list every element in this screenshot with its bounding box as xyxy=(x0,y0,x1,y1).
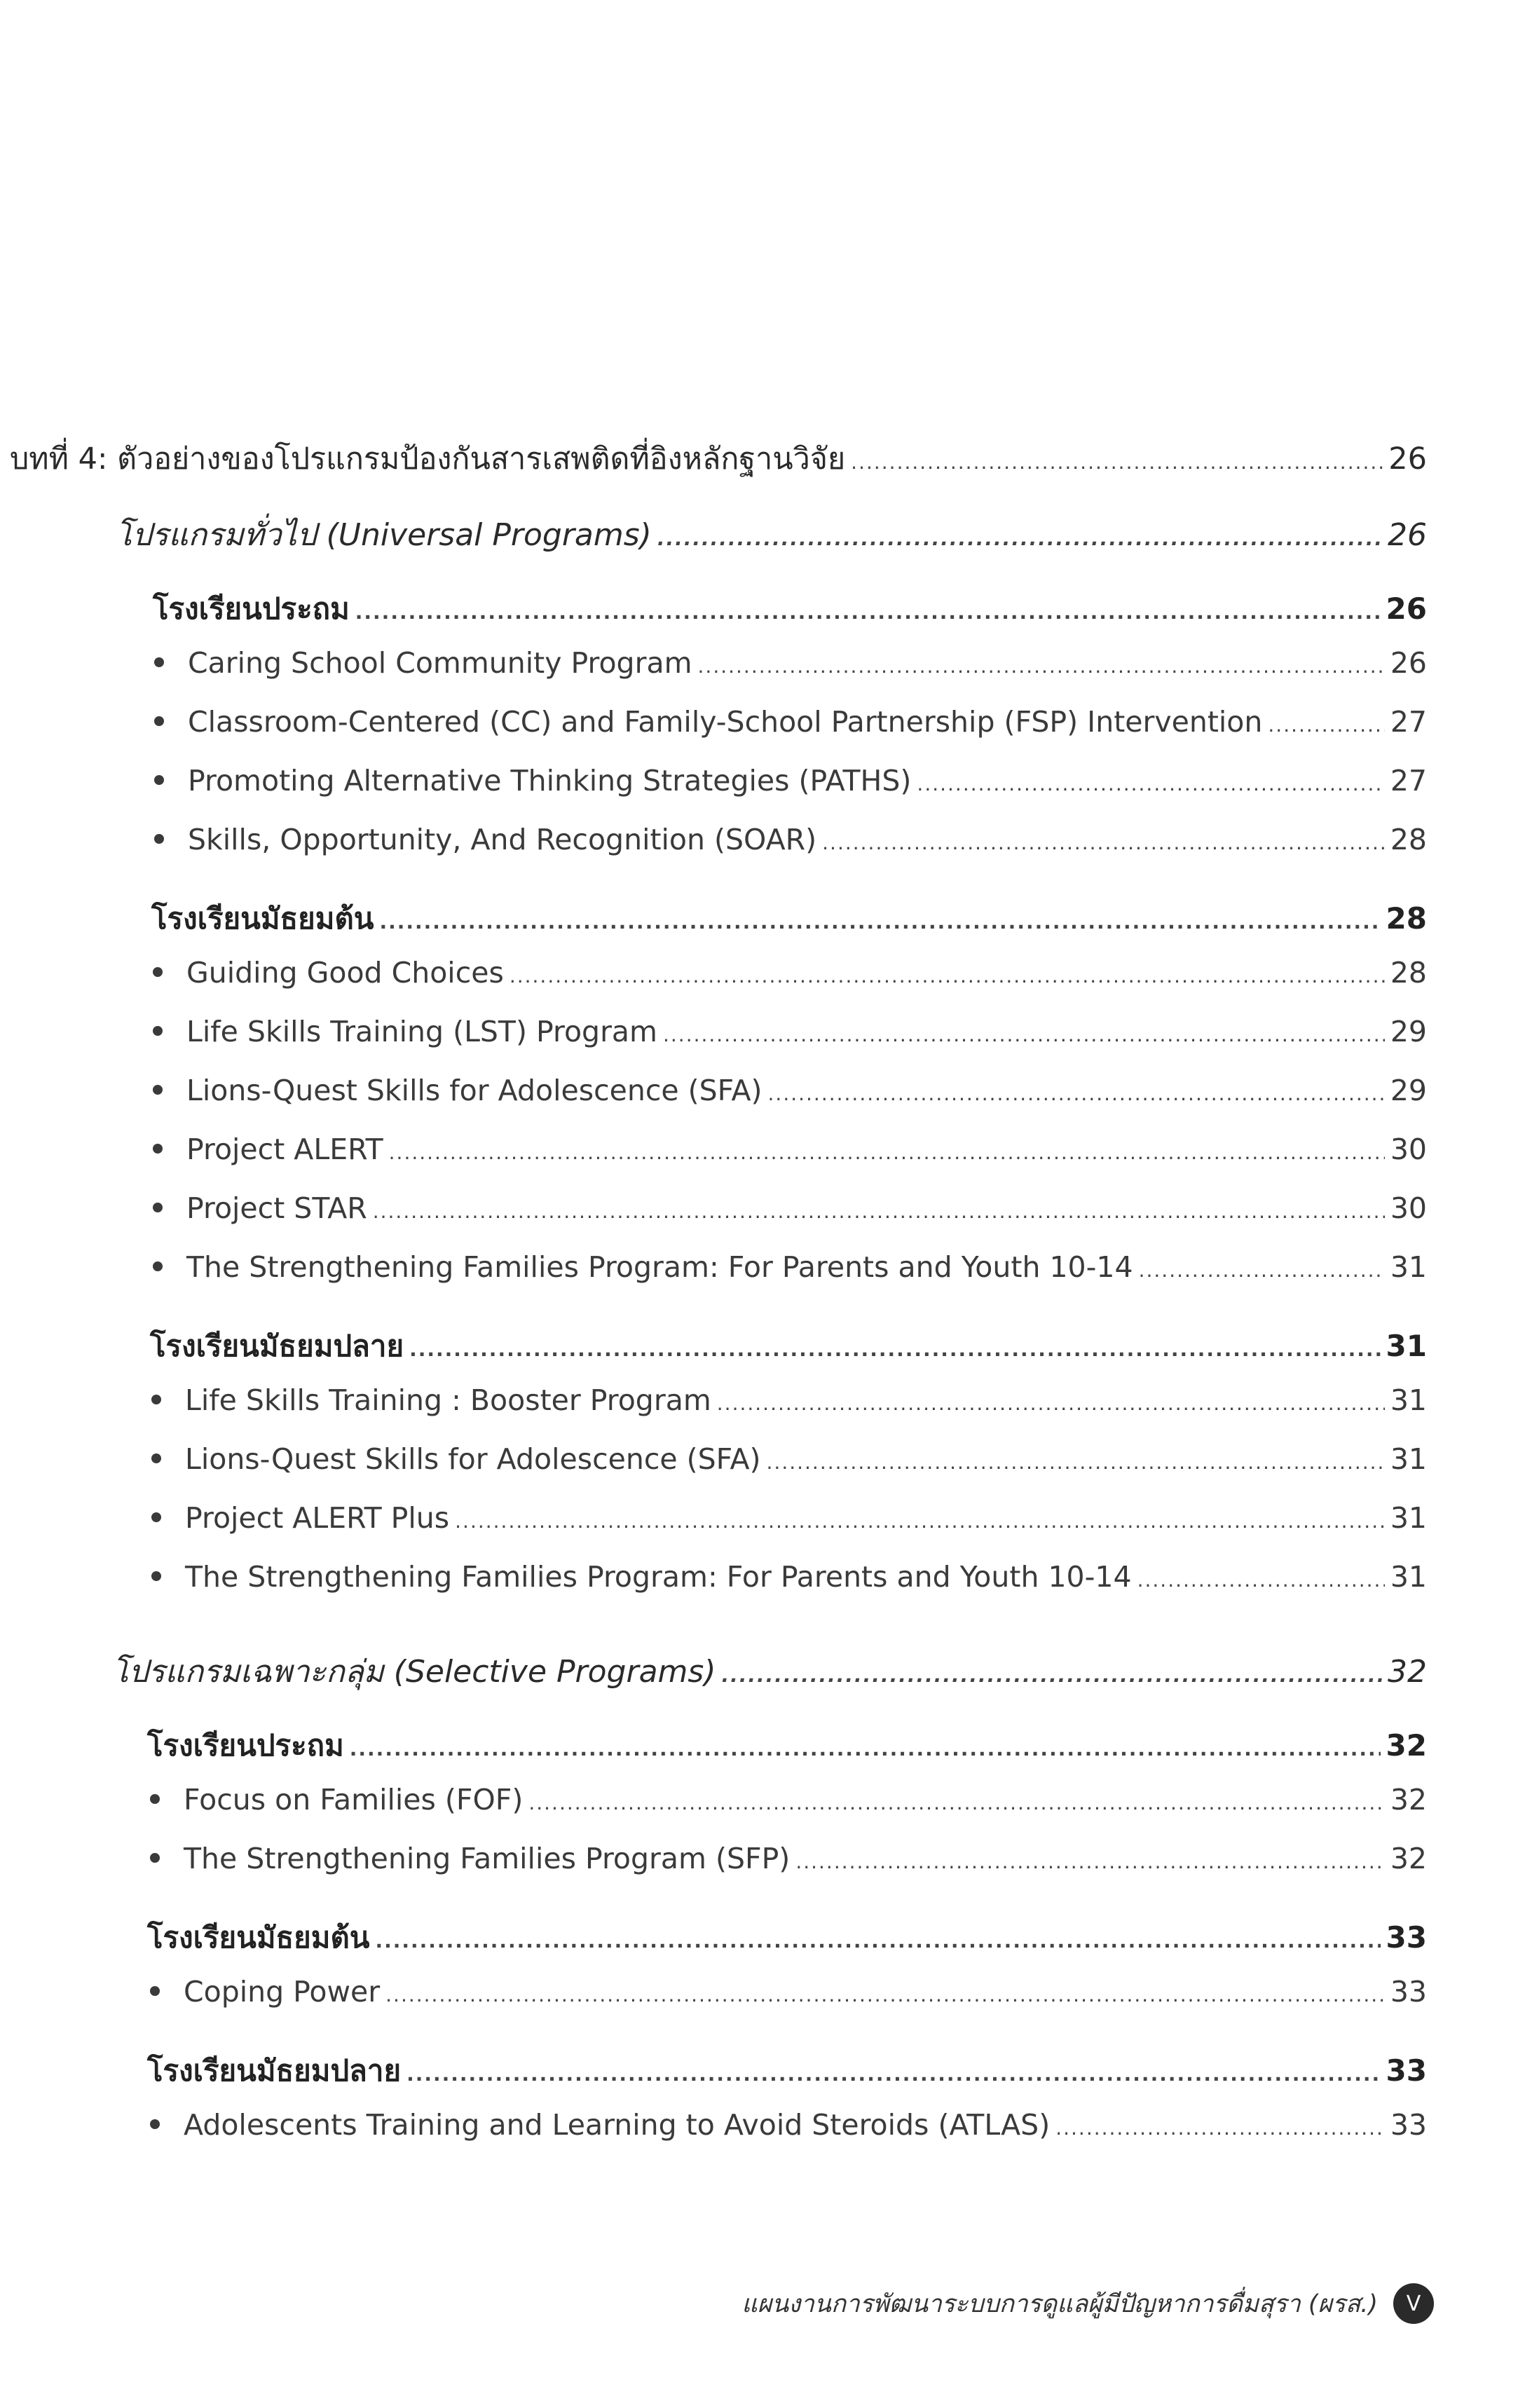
toc-level xyxy=(147,1723,1427,1769)
toc-item xyxy=(153,1015,1427,1048)
leader-dots xyxy=(768,1082,1385,1105)
toc-item xyxy=(150,1842,1427,1875)
leader-dots xyxy=(355,601,1381,624)
leader-dots xyxy=(822,831,1385,854)
leader-dots xyxy=(721,1664,1382,1687)
page-number: 31 xyxy=(1390,1250,1427,1284)
item-title: Classroom-Centered (CC) and Family-School Partnership (FSP) Intervention xyxy=(188,705,1263,739)
level-title: โรงเรียนมัธยมปลาย xyxy=(147,2053,402,2088)
page-number: 32 xyxy=(1388,1654,1427,1690)
item-title: Promoting Alternative Thinking Strategies (PATHS) xyxy=(188,764,912,798)
item-title: Coping Power xyxy=(184,1975,381,2009)
bullet-icon xyxy=(154,834,164,844)
toc-item xyxy=(151,1501,1427,1535)
page-number: 32 xyxy=(1386,1728,1427,1763)
page-number: 31 xyxy=(1386,1329,1427,1363)
toc-item xyxy=(153,956,1427,990)
leader-dots xyxy=(851,451,1383,474)
toc-item xyxy=(150,1975,1427,2009)
toc-level xyxy=(147,2048,1427,2094)
bullet-icon xyxy=(153,1085,163,1095)
page-number: 31 xyxy=(1390,1501,1427,1535)
page-number: 27 xyxy=(1390,705,1427,739)
toc-level xyxy=(153,586,1427,632)
item-title: The Strengthening Families Program (SFP) xyxy=(184,1842,791,1875)
page-number: 29 xyxy=(1390,1015,1427,1048)
level-title: โรงเรียนมัธยมต้น xyxy=(147,1920,370,1955)
page-footer xyxy=(741,2283,1434,2324)
toc-item xyxy=(150,2108,1427,2142)
toc-item xyxy=(153,1074,1427,1107)
item-title: Life Skills Training : Booster Program xyxy=(185,1383,711,1417)
toc-item xyxy=(151,1442,1427,1476)
leader-dots xyxy=(375,1929,1380,1952)
leader-dots xyxy=(373,1200,1385,1223)
bullet-icon xyxy=(153,1261,163,1271)
bullet-icon xyxy=(154,716,164,726)
item-title: Lions-Quest Skills for Adolescence (SFA) xyxy=(186,1074,762,1107)
bullet-icon xyxy=(150,2119,160,2129)
bullet-icon xyxy=(151,1395,161,1404)
page-number: 32 xyxy=(1390,1783,1427,1817)
leader-dots xyxy=(795,1850,1385,1873)
level-title: โรงเรียนมัธยมต้น xyxy=(151,901,374,936)
bullet-icon xyxy=(151,1512,161,1522)
bullet-icon xyxy=(151,1453,161,1463)
item-title: Skills, Opportunity, And Recognition (SOAR) xyxy=(188,823,817,856)
item-title: Project STAR xyxy=(186,1191,367,1225)
bullet-icon xyxy=(153,967,163,977)
leader-dots xyxy=(455,1510,1385,1533)
toc-item xyxy=(153,1250,1427,1284)
item-title: Lions-Quest Skills for Adolescence (SFA) xyxy=(185,1442,761,1476)
toc-chapter-4 xyxy=(10,435,1427,482)
item-title: Adolescents Training and Learning to Avoid Steroids (ATLAS) xyxy=(184,2108,1051,2142)
page-number: 31 xyxy=(1390,1442,1427,1476)
bullet-icon xyxy=(150,1986,160,1996)
leader-dots xyxy=(657,527,1382,550)
page-number: 28 xyxy=(1390,956,1427,990)
toc-item xyxy=(154,646,1427,680)
item-title: Caring School Community Program xyxy=(188,646,692,680)
toc-level xyxy=(151,896,1427,942)
page-number: 33 xyxy=(1386,2053,1427,2088)
footer-title: แผนงานการพัฒนาระบบการดูแลผู้มีปัญหาการดื่มสุรา (ผรส.) xyxy=(741,2290,1378,2318)
leader-dots xyxy=(406,2062,1380,2086)
leader-dots xyxy=(717,1392,1385,1415)
leader-dots xyxy=(663,1023,1385,1046)
page-number: 26 xyxy=(1388,517,1427,553)
toc-level xyxy=(147,1915,1427,1961)
item-title: Project ALERT xyxy=(186,1133,383,1166)
leader-dots xyxy=(409,1338,1380,1361)
leader-dots xyxy=(350,1737,1381,1760)
section-title: โปรแกรมเฉพาะกลุ่ม (Selective Programs) xyxy=(112,1654,716,1690)
toc-item xyxy=(154,823,1427,856)
toc-item xyxy=(154,764,1427,798)
level-title: โรงเรียนมัธยมปลาย xyxy=(150,1329,404,1363)
leader-dots xyxy=(1268,713,1384,737)
leader-dots xyxy=(1139,1259,1385,1282)
bullet-icon xyxy=(151,1571,161,1581)
toc-level xyxy=(150,1323,1427,1369)
toc-item xyxy=(153,1191,1427,1225)
page-number: 26 xyxy=(1386,591,1427,626)
level-title: โรงเรียนประถม xyxy=(147,1728,344,1763)
bullet-icon xyxy=(153,1203,163,1212)
page-number: 30 xyxy=(1390,1191,1427,1225)
bullet-icon xyxy=(154,775,164,785)
leader-dots xyxy=(698,655,1385,678)
bullet-icon xyxy=(150,1853,160,1863)
leader-dots xyxy=(385,1983,1385,2006)
leader-dots xyxy=(1055,2116,1385,2140)
section-title: โปรแกรมทั่วไป (Universal Programs) xyxy=(116,517,652,553)
page-number: 30 xyxy=(1390,1133,1427,1166)
toc-item xyxy=(154,705,1427,739)
toc-item xyxy=(150,1783,1427,1817)
page-number: 26 xyxy=(1388,442,1427,477)
bullet-icon xyxy=(153,1144,163,1154)
toc-section-universal xyxy=(116,510,1427,559)
level-title: โรงเรียนประถม xyxy=(153,591,350,626)
page-number: 33 xyxy=(1390,1975,1427,2009)
page-number: 28 xyxy=(1386,901,1427,936)
item-title: Focus on Families (FOF) xyxy=(184,1783,524,1817)
item-title: The Strengthening Families Program: For Parents and Youth 10-14 xyxy=(186,1250,1133,1284)
page-number: 31 xyxy=(1390,1560,1427,1594)
toc-section-selective xyxy=(112,1647,1427,1696)
leader-dots xyxy=(767,1451,1385,1474)
page-number: 31 xyxy=(1390,1383,1427,1417)
leader-dots xyxy=(379,910,1380,933)
page-number: 26 xyxy=(1390,646,1427,680)
page-number: 28 xyxy=(1390,823,1427,856)
page-number: 33 xyxy=(1386,1920,1427,1955)
leader-dots xyxy=(510,964,1385,987)
page-number: 32 xyxy=(1390,1842,1427,1875)
toc-item xyxy=(153,1133,1427,1166)
page-number: 27 xyxy=(1390,764,1427,798)
item-title: Guiding Good Choices xyxy=(186,956,504,990)
item-title: The Strengthening Families Program: For Parents and Youth 10-14 xyxy=(185,1560,1132,1594)
chapter-title: บทที่ 4: ตัวอย่างของโปรแกรมป้องกันสารเสพติดที่อิงหลักฐานวิจัย xyxy=(10,442,846,477)
page-number: 29 xyxy=(1390,1074,1427,1107)
item-title: Project ALERT Plus xyxy=(185,1501,450,1535)
bullet-icon xyxy=(153,1026,163,1036)
leader-dots xyxy=(1137,1568,1385,1592)
toc-item xyxy=(151,1383,1427,1417)
bullet-icon xyxy=(150,1794,160,1804)
page-number: 33 xyxy=(1390,2108,1427,2142)
leader-dots xyxy=(528,1791,1384,1814)
item-title: Life Skills Training (LST) Program xyxy=(186,1015,657,1048)
toc-item xyxy=(151,1560,1427,1594)
leader-dots xyxy=(389,1141,1385,1164)
leader-dots xyxy=(917,772,1384,795)
page-number-badge: V xyxy=(1393,2283,1434,2324)
bullet-icon xyxy=(154,657,164,667)
